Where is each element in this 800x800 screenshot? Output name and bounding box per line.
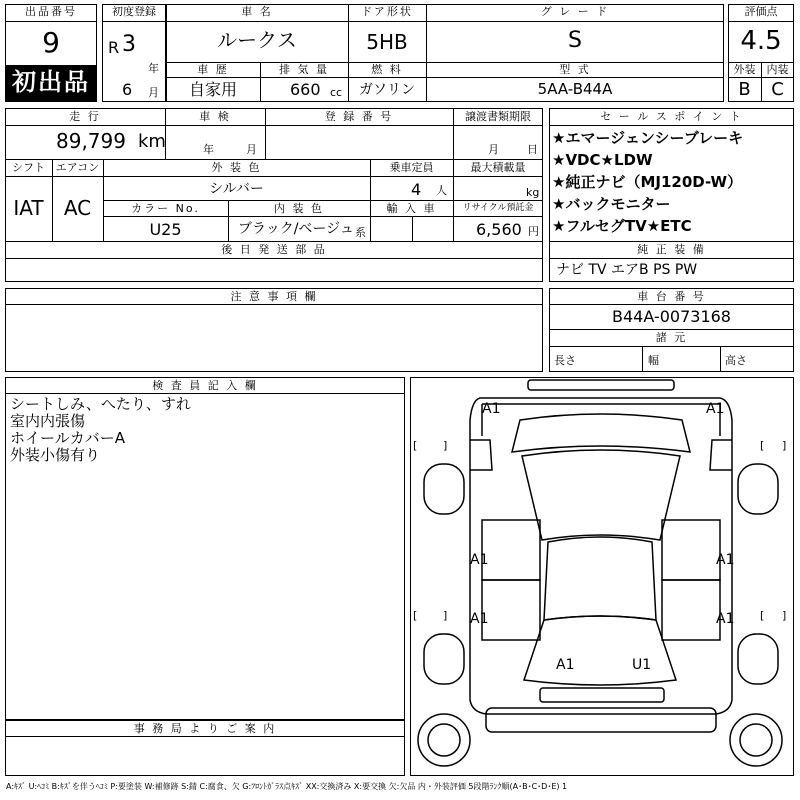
door-label: ドア形状 xyxy=(361,5,413,18)
int-color-label: 内 装 色 xyxy=(274,202,324,215)
office-label: 事 務 局 よ り ご 案 内 xyxy=(133,722,277,735)
displacement-value: 660 xyxy=(290,80,321,99)
grade-label: グ レ ー ド xyxy=(540,5,610,18)
ext-color-label: 外 装 色 xyxy=(211,161,262,174)
damage-mark-5: A1 xyxy=(470,611,489,627)
score-value: 4.5 xyxy=(740,26,782,56)
int-grade-label: 内装 xyxy=(766,63,789,76)
bracket-mid-right: [ xyxy=(760,609,765,622)
color-no-label: カラー No. xyxy=(131,202,200,215)
ac-value: AC xyxy=(63,196,92,220)
equipment-value: ナビ TV エアB PS PW xyxy=(556,262,698,278)
recycle-value: 6,560 xyxy=(476,220,522,239)
sales-point-2: ★VDC★LDW xyxy=(552,151,653,169)
width-label: 幅 xyxy=(648,354,659,367)
mileage-value: 89,799 xyxy=(56,129,126,153)
model-value: 5AA-B44A xyxy=(537,80,613,98)
transfer-label: 譲渡書類期限 xyxy=(465,110,531,123)
damage-mark-2: A1 xyxy=(706,401,725,417)
bracket-top-right-close: ] xyxy=(782,439,787,452)
damage-mark-4: A1 xyxy=(716,552,735,568)
name-value: ルークス xyxy=(217,28,297,52)
reg-year-unit: 年 xyxy=(148,62,159,75)
damage-mark-3: A1 xyxy=(470,552,489,568)
int-color-value: ブラック/ベージュ xyxy=(238,221,354,237)
reg-month: 6 xyxy=(122,80,133,99)
int-color-suffix: 系 xyxy=(355,226,366,239)
grade-value: S xyxy=(568,28,582,53)
ac-label: エアコン xyxy=(55,161,100,174)
capacity-unit: 人 xyxy=(436,184,447,197)
first-listing-text: 初出品 xyxy=(12,68,90,96)
import-label: 輸 入 車 xyxy=(386,202,437,215)
color-no-value: U25 xyxy=(149,220,182,239)
sales-points-label: セ ー ル ス ポ イ ン ト xyxy=(600,110,743,123)
equipment-label: 純 正 装 備 xyxy=(637,243,706,256)
inspector-note-3: ホイールカバーA xyxy=(10,429,125,447)
displacement-label: 排 気 量 xyxy=(279,63,329,76)
reg-label: 初度登録 xyxy=(112,5,156,18)
displacement-unit: cc xyxy=(330,86,343,99)
damage-mark-8: U1 xyxy=(632,657,652,673)
spec-label: 諸 元 xyxy=(655,331,688,344)
capacity-label: 乗車定員 xyxy=(389,161,434,174)
reg-year: 3 xyxy=(122,32,136,57)
sales-point-4: ★バックモニター xyxy=(552,195,671,213)
ext-color-value: シルバー xyxy=(209,181,264,197)
transfer-day-unit: 日 xyxy=(527,143,538,156)
ext-grade-label: 外装 xyxy=(733,63,756,76)
damage-mark-7: A1 xyxy=(556,657,575,673)
later-parts-label: 後 日 発 送 部 品 xyxy=(221,243,327,256)
sales-point-3: ★純正ナビ（MJ120D-W） xyxy=(552,173,743,191)
bracket-mid-left: [ xyxy=(413,609,418,622)
mileage-unit: km xyxy=(138,131,166,152)
mileage-label: 走 行 xyxy=(69,110,101,123)
inspector-label: 検 査 員 記 入 欄 xyxy=(152,379,258,392)
inspection-month-unit: 月 xyxy=(246,143,257,156)
reg-era: R xyxy=(108,38,120,57)
lot-value: 9 xyxy=(42,26,60,59)
bracket-top-left-close: ] xyxy=(443,439,448,452)
inspector-note-2: 室内内張傷 xyxy=(10,412,86,430)
damage-mark-1: A1 xyxy=(482,401,501,417)
lot-label: 出品番号 xyxy=(25,5,77,18)
fuel-label: 燃 料 xyxy=(371,63,403,76)
chassis-label: 車 台 番 号 xyxy=(637,290,706,303)
inspector-note-1: シートしみ、へたり、すれ xyxy=(10,395,191,413)
recycle-unit: 円 xyxy=(528,225,539,238)
sales-point-5: ★フルセグTV★ETC xyxy=(552,217,692,235)
transfer-month-unit: 月 xyxy=(488,143,499,156)
bracket-mid-right-close: ] xyxy=(782,609,787,622)
legend: A:ｷｽﾞ U:ﾍｺﾐ B:ｷｽﾞを伴うﾍｺﾐ P:要塗装 W:補修跡 S:錆 C:腐食、欠 G:ﾌﾛﾝﾄｶﾞﾗｽ点ｷｽﾞ XX:交換済み X:要交換 欠:欠品 内・外装評価 5段階ﾗﾝｸ順(A･B･C･D･E) 1 xyxy=(6,782,568,791)
door-value: 5HB xyxy=(366,30,408,54)
inspection-year-unit: 年 xyxy=(203,143,214,156)
inspection-label: 車 検 xyxy=(199,110,231,123)
inspector-note-4: 外装小傷有り xyxy=(10,446,101,464)
maxload-unit: kg xyxy=(526,186,540,199)
bracket-top-left: [ xyxy=(413,439,418,452)
plate-label: 登 録 番 号 xyxy=(324,110,394,123)
model-label: 型 式 xyxy=(559,63,591,76)
damage-mark-6: A1 xyxy=(716,611,735,627)
recycle-label: リサイクル預託金 xyxy=(462,203,534,213)
capacity-value: 4 xyxy=(411,180,422,199)
length-label: 長さ xyxy=(554,354,576,367)
history-label: 車 歴 xyxy=(197,63,229,76)
int-grade-value: C xyxy=(771,79,784,100)
notes-label: 注 意 事 項 欄 xyxy=(230,290,318,303)
height-label: 高さ xyxy=(725,354,747,367)
shift-label: シフト xyxy=(12,161,45,174)
bracket-mid-left-close: ] xyxy=(443,609,448,622)
chassis-value: B44A-0073168 xyxy=(612,307,731,326)
score-label: 評価点 xyxy=(744,5,778,18)
name-label: 車 名 xyxy=(241,5,273,18)
fuel-value: ガソリン xyxy=(359,82,415,98)
ext-grade-value: B xyxy=(738,79,751,100)
sales-point-1: ★エマージェンシーブレーキ xyxy=(552,129,744,147)
reg-month-unit: 月 xyxy=(148,86,159,99)
shift-value: IAT xyxy=(13,196,44,220)
history-value: 自家用 xyxy=(188,80,237,99)
bracket-top-right: [ xyxy=(760,439,765,452)
maxload-label: 最大積載量 xyxy=(470,161,526,174)
